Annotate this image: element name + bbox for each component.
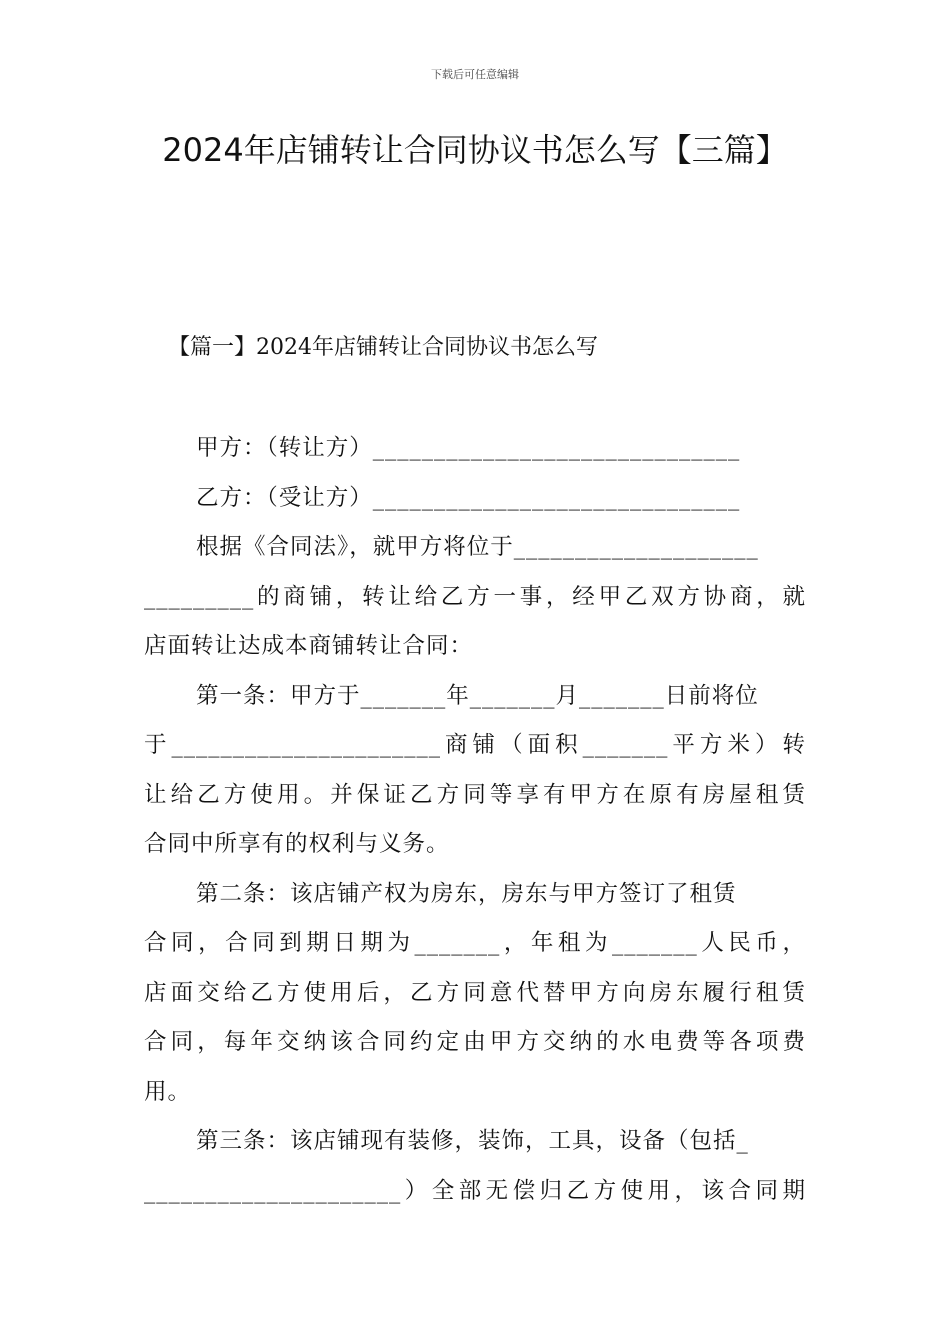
article-line: 第一条：甲方于_______年_______月_______日前将位: [196, 682, 759, 709]
article-line: 第二条：该店铺产权为房东，房东与甲方签订了租赁: [196, 880, 737, 907]
article-line: 第三条：该店铺现有装修，装饰，工具，设备（包括_: [196, 1128, 749, 1154]
article-line: 合同中所享有的权利与义务。: [144, 831, 450, 857]
article-line: 合同，每年交纳该合同约定由甲方交纳的水电费等各项费: [144, 1029, 806, 1055]
article-line: 合同，合同到期日期为_______，年租为_______人民币，: [144, 930, 806, 956]
article-line: 店面交给乙方使用后，乙方同意代替甲方向房东履行租赁: [144, 979, 806, 1006]
header-note: 下载后可任意编辑: [431, 68, 519, 81]
section-heading: 【篇一】2024年店铺转让合同协议书怎么写: [168, 335, 598, 360]
paragraph-line: 店面转让达成本商铺转让合同：: [144, 633, 474, 659]
article-line: 让给乙方使用。并保证乙方同等享有甲方在原有房屋租赁: [144, 781, 806, 808]
party-b-line: 乙方：（受让方）______________________________: [196, 484, 741, 511]
paragraph-line: 根据《合同法》，就甲方将位于____________________: [196, 534, 759, 560]
article-line: _____________________）全部无偿归乙方使用，该合同期: [144, 1177, 806, 1204]
article-line: 于______________________商铺（面积_______平方米）转: [144, 732, 806, 758]
party-a-line: 甲方：（转让方）______________________________: [196, 435, 741, 461]
paragraph-line: _________的商铺，转让给乙方一事，经甲乙双方协商，就: [144, 583, 806, 610]
contract-body: [144, 424, 814, 1216]
article-line: 用。: [144, 1078, 192, 1105]
document-title: 2024年店铺转让合同协议书怎么写【三篇】: [162, 131, 788, 169]
